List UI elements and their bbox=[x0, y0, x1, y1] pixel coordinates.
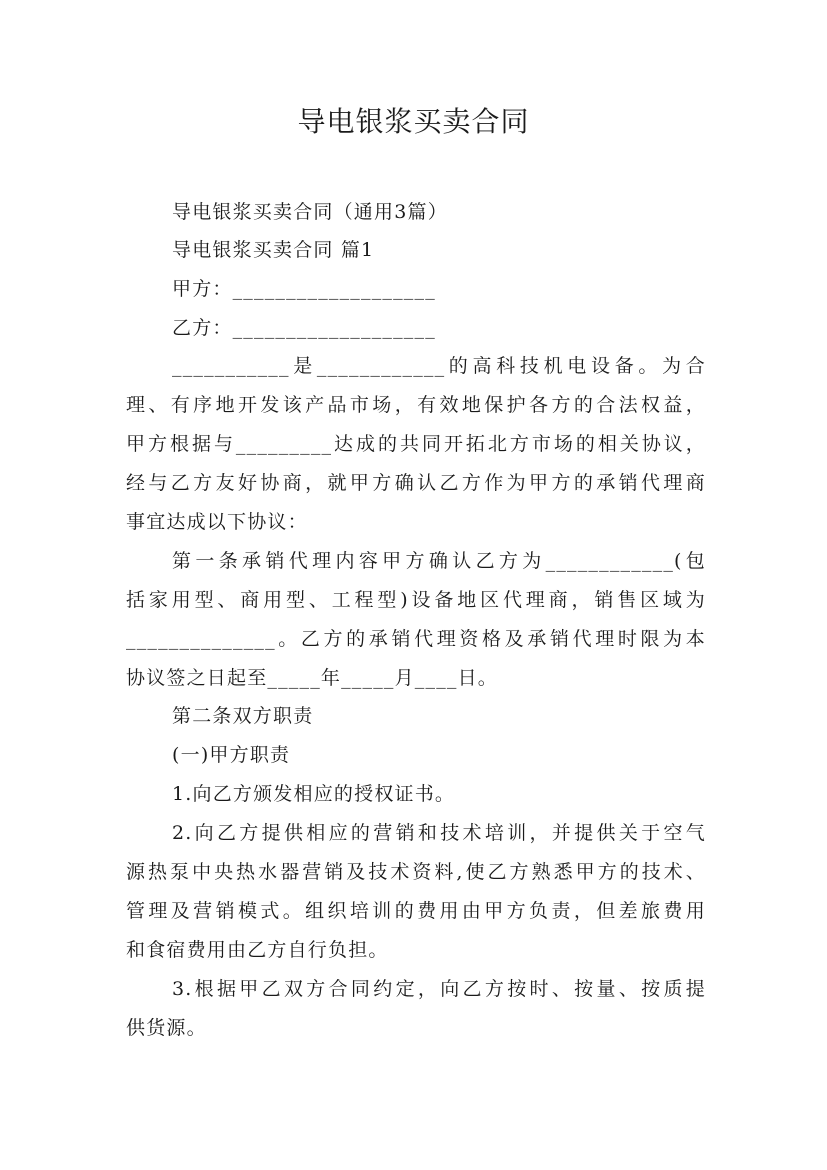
list-item: 3.根据甲乙双方合同约定，向乙方按时、按量、按质提 bbox=[172, 978, 706, 1000]
paragraph-line: 协议签之日起至_____年_____月____日。 bbox=[126, 667, 499, 689]
paragraph-line: 供货源。 bbox=[126, 1017, 207, 1039]
paragraph-line: 括家用型、商用型、工程型)设备地区代理商，销售区域为 bbox=[126, 589, 706, 611]
subsection-heading: (一)甲方职责 bbox=[172, 744, 291, 766]
section-heading: 导电银浆买卖合同 篇1 bbox=[172, 239, 375, 261]
paragraph-line: ___________是____________的高科技机电设备。为合 bbox=[172, 355, 706, 377]
document-title: 导电银浆买卖合同 bbox=[297, 105, 530, 138]
paragraph-line: 和食宿费用由乙方自行负担。 bbox=[126, 939, 389, 961]
paragraph-line: 源热泵中央热水器营销及技术资料,使乙方熟悉甲方的技术、 bbox=[126, 861, 706, 883]
paragraph-line: 第一条承销代理内容甲方确认乙方为____________(包 bbox=[172, 550, 706, 572]
paragraph-line: ______________。乙方的承销代理资格及承销代理时限为本 bbox=[126, 628, 706, 650]
paragraph-line: 理、有序地开发该产品市场，有效地保护各方的合法权益， bbox=[126, 394, 706, 416]
list-item: 1.向乙方颁发相应的授权证书。 bbox=[172, 783, 456, 805]
paragraph-line: 事宜达成以下协议： bbox=[126, 511, 308, 533]
list-item: 2.向乙方提供相应的营销和技术培训，并提供关于空气 bbox=[172, 822, 706, 844]
party-a-line: 甲方：___________________ bbox=[172, 278, 436, 300]
paragraph-line: 甲方根据与_________达成的共同开拓北方市场的相关协议， bbox=[126, 433, 706, 455]
paragraph-line: 经与乙方友好协商，就甲方确认乙方作为甲方的承销代理商 bbox=[126, 472, 706, 494]
paragraph-line: 管理及营销模式。组织培训的费用由甲方负责，但差旅费用 bbox=[126, 900, 706, 922]
subtitle-line: 导电银浆买卖合同（通用3篇） bbox=[172, 201, 448, 223]
party-b-line: 乙方：___________________ bbox=[172, 317, 436, 339]
article-heading: 第二条双方职责 bbox=[172, 705, 314, 727]
